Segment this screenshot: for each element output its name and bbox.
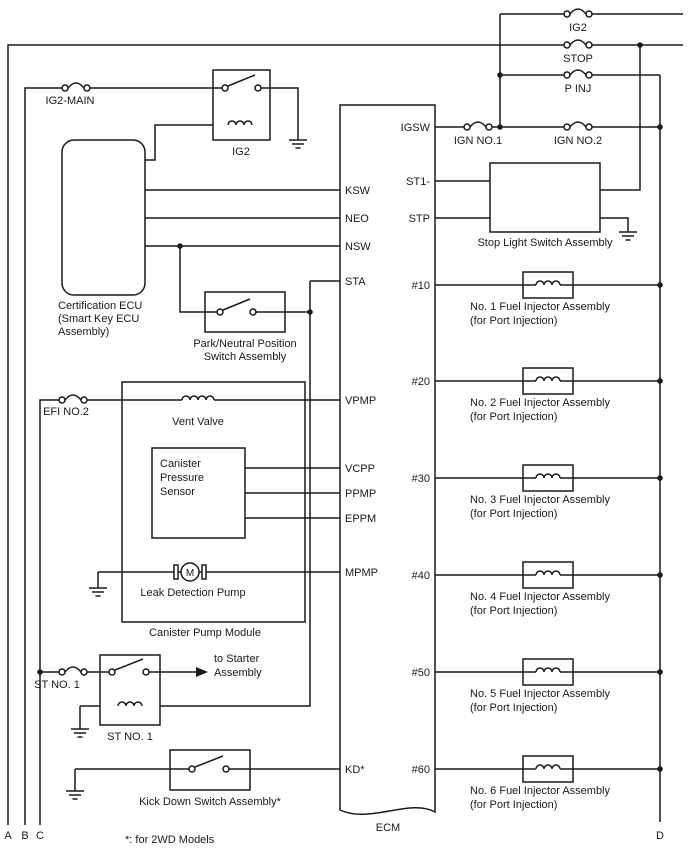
- motor-m-label: M: [185, 568, 195, 579]
- connector-d-label: D: [656, 830, 664, 842]
- junction-dot: [177, 243, 183, 249]
- junction-dot: [657, 475, 663, 481]
- injector-5-name: No. 5 Fuel Injector Assembly: [470, 688, 611, 700]
- stop-light-switch-label: Stop Light Switch Assembly: [477, 237, 613, 249]
- ecm-pin-eppm: EPPM: [345, 513, 377, 525]
- fuse-label-ig2-top: IG2: [569, 22, 587, 34]
- leak-pump-label: Leak Detection Pump: [140, 587, 246, 599]
- kick-down-label: Kick Down Switch Assembly*: [139, 796, 281, 808]
- ecm-pin-neo: NEO: [345, 213, 369, 225]
- junction-dot: [497, 72, 503, 78]
- ecm-label: ECM: [375, 822, 401, 834]
- certification-ecu-label-1: Certification ECU: [58, 300, 143, 312]
- junction-dot: [657, 766, 663, 772]
- ig2-relay-label: IG2: [232, 146, 250, 158]
- injector-5-box: [523, 659, 573, 685]
- canister-sensor-label-1: Canister: [160, 458, 201, 470]
- ecm-pin-40: #40: [411, 570, 430, 582]
- certification-ecu-label-2: (Smart Key ECU: [58, 313, 140, 325]
- ig2-relay-box: [213, 70, 270, 140]
- park-neutral-label-1: Park/Neutral Position: [193, 338, 297, 350]
- to-starter-label-1: to Starter: [214, 653, 260, 665]
- ecm-pin-20: #20: [411, 376, 430, 388]
- ecm-pin-ksw: KSW: [345, 185, 371, 197]
- ecm-pin-50: #50: [411, 667, 430, 679]
- ecm-pin-mpmp: MPMP: [345, 567, 378, 579]
- ecm-pin-kd: KD*: [345, 764, 365, 776]
- kick-down-switch-box: [170, 750, 250, 790]
- junction-dot: [37, 669, 43, 675]
- fuse-label-st-no1: ST NO. 1: [34, 679, 80, 691]
- injector-4-box: [523, 562, 573, 588]
- junction-dot: [657, 572, 663, 578]
- vent-valve-label: Vent Valve: [172, 416, 224, 428]
- connector-c-label: C: [36, 830, 44, 842]
- connector-a-label: A: [4, 830, 12, 842]
- junction-dot: [307, 309, 313, 315]
- ecm-pin-st1: ST1-: [406, 176, 430, 188]
- ecm-pin-60: #60: [411, 764, 430, 776]
- fuse-label-ig2-main: IG2-MAIN: [45, 95, 95, 107]
- junction-dot: [497, 124, 503, 130]
- ecm-pin-vcpp: VCPP: [345, 463, 375, 475]
- injector-6-box: [523, 756, 573, 782]
- ecm-pin-stp: STP: [408, 213, 430, 225]
- certification-ecu-box: [62, 140, 145, 295]
- junction-dot: [657, 124, 663, 130]
- park-neutral-switch-box: [205, 292, 285, 332]
- ecm-box: [340, 105, 435, 814]
- st-relay-label: ST NO. 1: [107, 731, 153, 743]
- injector-5-sub: (for Port Injection): [470, 702, 558, 714]
- junction-dot: [657, 669, 663, 675]
- junction-dot: [657, 378, 663, 384]
- junction-dot: [637, 42, 643, 48]
- fuse-label-ign-no2: IGN NO.2: [553, 135, 603, 147]
- ecm-pin-nsw: NSW: [345, 241, 371, 253]
- injector-4-sub: (for Port Injection): [470, 605, 558, 617]
- to-starter-label-2: Assembly: [214, 667, 262, 679]
- injector-3-box: [523, 465, 573, 491]
- ecm-pin-30: #30: [411, 473, 430, 485]
- ecm-pin-vpmp: VPMP: [345, 395, 377, 407]
- ecm-pin-sta: STA: [345, 276, 366, 288]
- injector-4-name: No. 4 Fuel Injector Assembly: [470, 591, 611, 603]
- park-neutral-label-2: Switch Assembly: [203, 351, 287, 363]
- footnote: *: for 2WD Models: [125, 834, 215, 846]
- fuse-label-efi-no2: EFI NO.2: [43, 406, 89, 418]
- certification-ecu-label-3: Assembly): [58, 326, 110, 338]
- fuse-label-ign-no1: IGN NO.1: [453, 135, 503, 147]
- st-relay-box: [100, 655, 160, 725]
- canister-module-label: Canister Pump Module: [149, 627, 261, 639]
- fuse-label-p-inj: P INJ: [564, 83, 592, 95]
- canister-sensor-label-2: Pressure: [160, 472, 205, 484]
- injector-1-name: No. 1 Fuel Injector Assembly: [470, 301, 611, 313]
- injector-2-sub: (for Port Injection): [470, 411, 558, 423]
- injector-6-sub: (for Port Injection): [470, 799, 558, 811]
- junction-dot: [657, 282, 663, 288]
- injector-2-box: [523, 368, 573, 394]
- fuse-label-stop: STOP: [563, 53, 593, 65]
- injector-3-sub: (for Port Injection): [470, 508, 558, 520]
- ecm-pin-igsw: IGSW: [400, 122, 430, 134]
- injector-3-name: No. 3 Fuel Injector Assembly: [470, 494, 611, 506]
- injector-2-name: No. 2 Fuel Injector Assembly: [470, 397, 611, 409]
- injector-1-box: [523, 272, 573, 298]
- injector-6-name: No. 6 Fuel Injector Assembly: [470, 785, 611, 797]
- ecm-pin-ppmp: PPMP: [345, 488, 377, 500]
- connector-b-label: B: [21, 830, 29, 842]
- injector-1-sub: (for Port Injection): [470, 315, 558, 327]
- canister-sensor-label-3: Sensor: [160, 486, 195, 498]
- stop-light-switch-box: [490, 163, 600, 232]
- ecm-pin-10: #10: [411, 280, 430, 292]
